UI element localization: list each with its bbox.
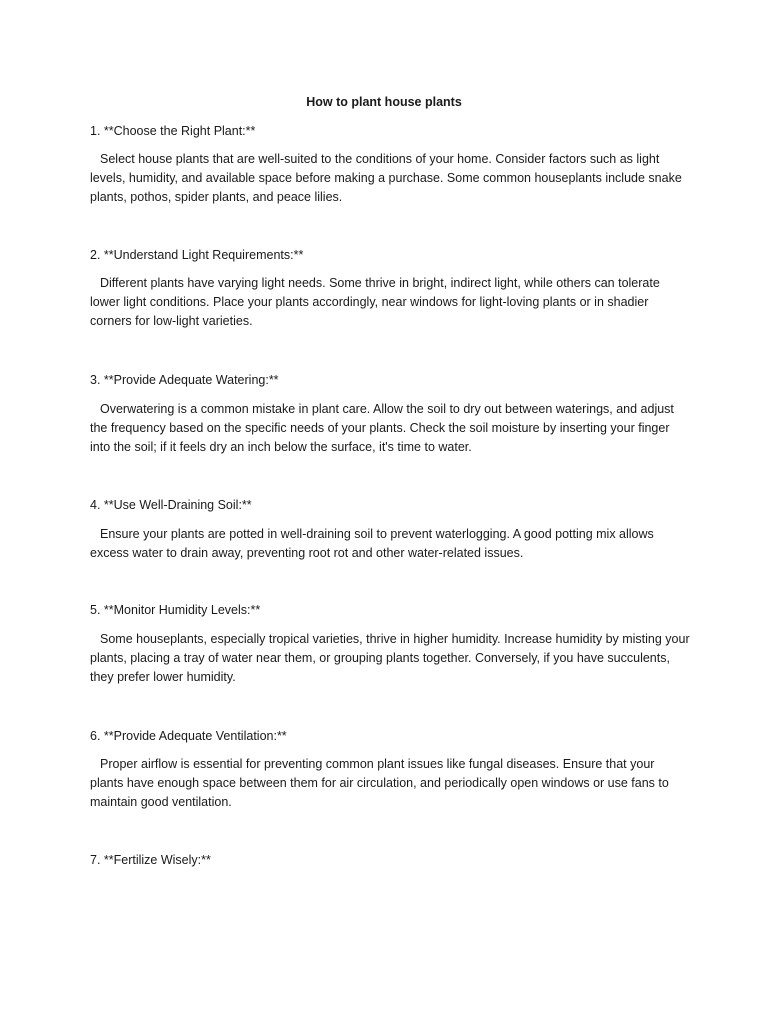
section-3-body: Overwatering is a common mistake in plant care. Allow the soil to dry out between waterings, and adjust the frequency based on the specific needs of your plants. Check the soil moisture by inserting your finger into the soil; if it feels dry an inch below the surface, it's time to water. bbox=[90, 402, 674, 454]
section-1-body: Select house plants that are well-suited to the conditions of your home. Consider factors such as light levels, humidity, and available space before making a purchase. Some common houseplants include snake plants, pothos, spider plants, and peace lilies. bbox=[90, 152, 682, 204]
section-1-heading: 1. **Choose the Right Plant:** bbox=[90, 124, 256, 138]
section-7-heading: 7. **Fertilize Wisely:** bbox=[90, 853, 211, 867]
section-2-body: Different plants have varying light needs. Some thrive in bright, indirect light, while others can tolerate lower light conditions. Place your plants accordingly, near windows for light-loving plants or in shadier corners for low-light varieties. bbox=[90, 276, 660, 328]
section-4-body: Ensure your plants are potted in well-draining soil to prevent waterlogging. A good potting mix allows excess water to drain away, preventing root rot and other water-related issues. bbox=[90, 527, 654, 560]
section-6-body: Proper airflow is essential for preventing common plant issues like fungal diseases. Ensure that your plants have enough space between them for air circulation, and periodically open windows or use fans to maintain good ventilation. bbox=[90, 757, 669, 809]
section-2-heading: 2. **Understand Light Requirements:** bbox=[90, 248, 304, 262]
document-title: How to plant house plants bbox=[306, 95, 462, 109]
section-5-heading: 5. **Monitor Humidity Levels:** bbox=[90, 603, 261, 617]
section-6-heading: 6. **Provide Adequate Ventilation:** bbox=[90, 729, 287, 743]
section-4-heading: 4. **Use Well-Draining Soil:** bbox=[90, 498, 252, 512]
section-3-heading: 3. **Provide Adequate Watering:** bbox=[90, 373, 279, 387]
section-5-body: Some houseplants, especially tropical varieties, thrive in higher humidity. Increase humidity by misting your plants, placing a tray of water near them, or grouping plants together. Conversely, if you have succulents, they prefer lower humidity. bbox=[90, 632, 690, 684]
